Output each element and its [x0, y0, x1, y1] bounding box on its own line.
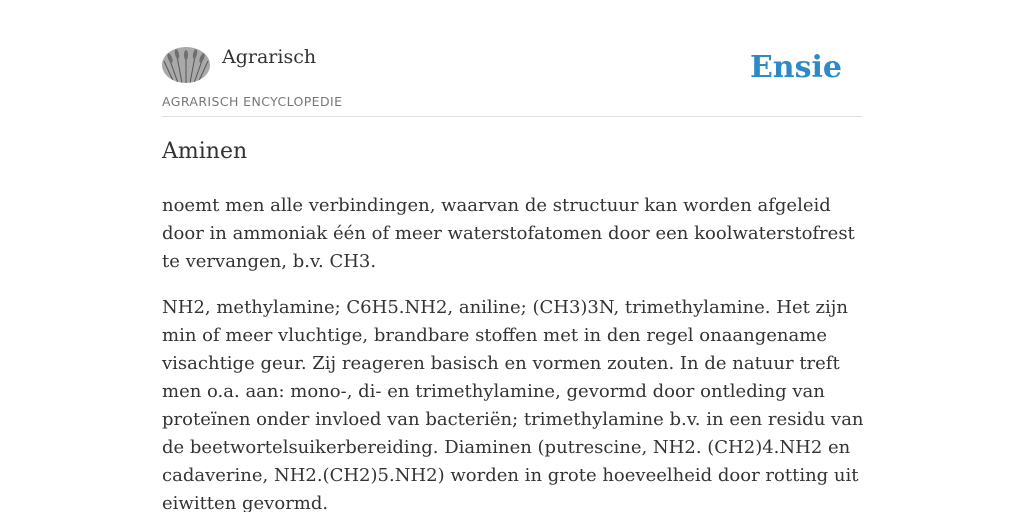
brand-logo[interactable]: Ensie: [749, 50, 842, 85]
paragraph: noemt men alle verbindingen, waarvan de structuur kan worden afgeleid door in ammoniak één of meer waterstofatomen door een koolwaterstofrest te vervangen, b.v. CH3.: [162, 195, 855, 272]
wheat-sheaf-icon[interactable]: [162, 47, 210, 83]
source-name[interactable]: Agrarisch: [222, 46, 317, 68]
page-title: Aminen: [162, 139, 248, 164]
source-subtitle[interactable]: AGRARISCH ENCYCLOPEDIE: [162, 94, 343, 109]
article-body: [162, 192, 870, 512]
header: [162, 44, 862, 117]
paragraph: NH2, methylamine; C6H5.NH2, aniline; (CH3)3N, trimethylamine. Het zijn min of meer vluchtige, brandbare stoffen met in den regel onaangename visachtige geur. Zij reageren basisch en vormen zouten. In de natuur treft men o.a. aan: mono-, di- en trimethylamine, gevormd door ontleding van proteïnen onder invloed van bacteriën; trimethylamine b.v. in een residu van de beetwortelsuikerbereiding. Diaminen (putrescine, NH2. (CH2)4.NH2 en cadaverine, NH2.(CH2)5.NH2) worden in grote hoeveelheid door rotting uit eiwitten gevormd.: [162, 297, 864, 512]
